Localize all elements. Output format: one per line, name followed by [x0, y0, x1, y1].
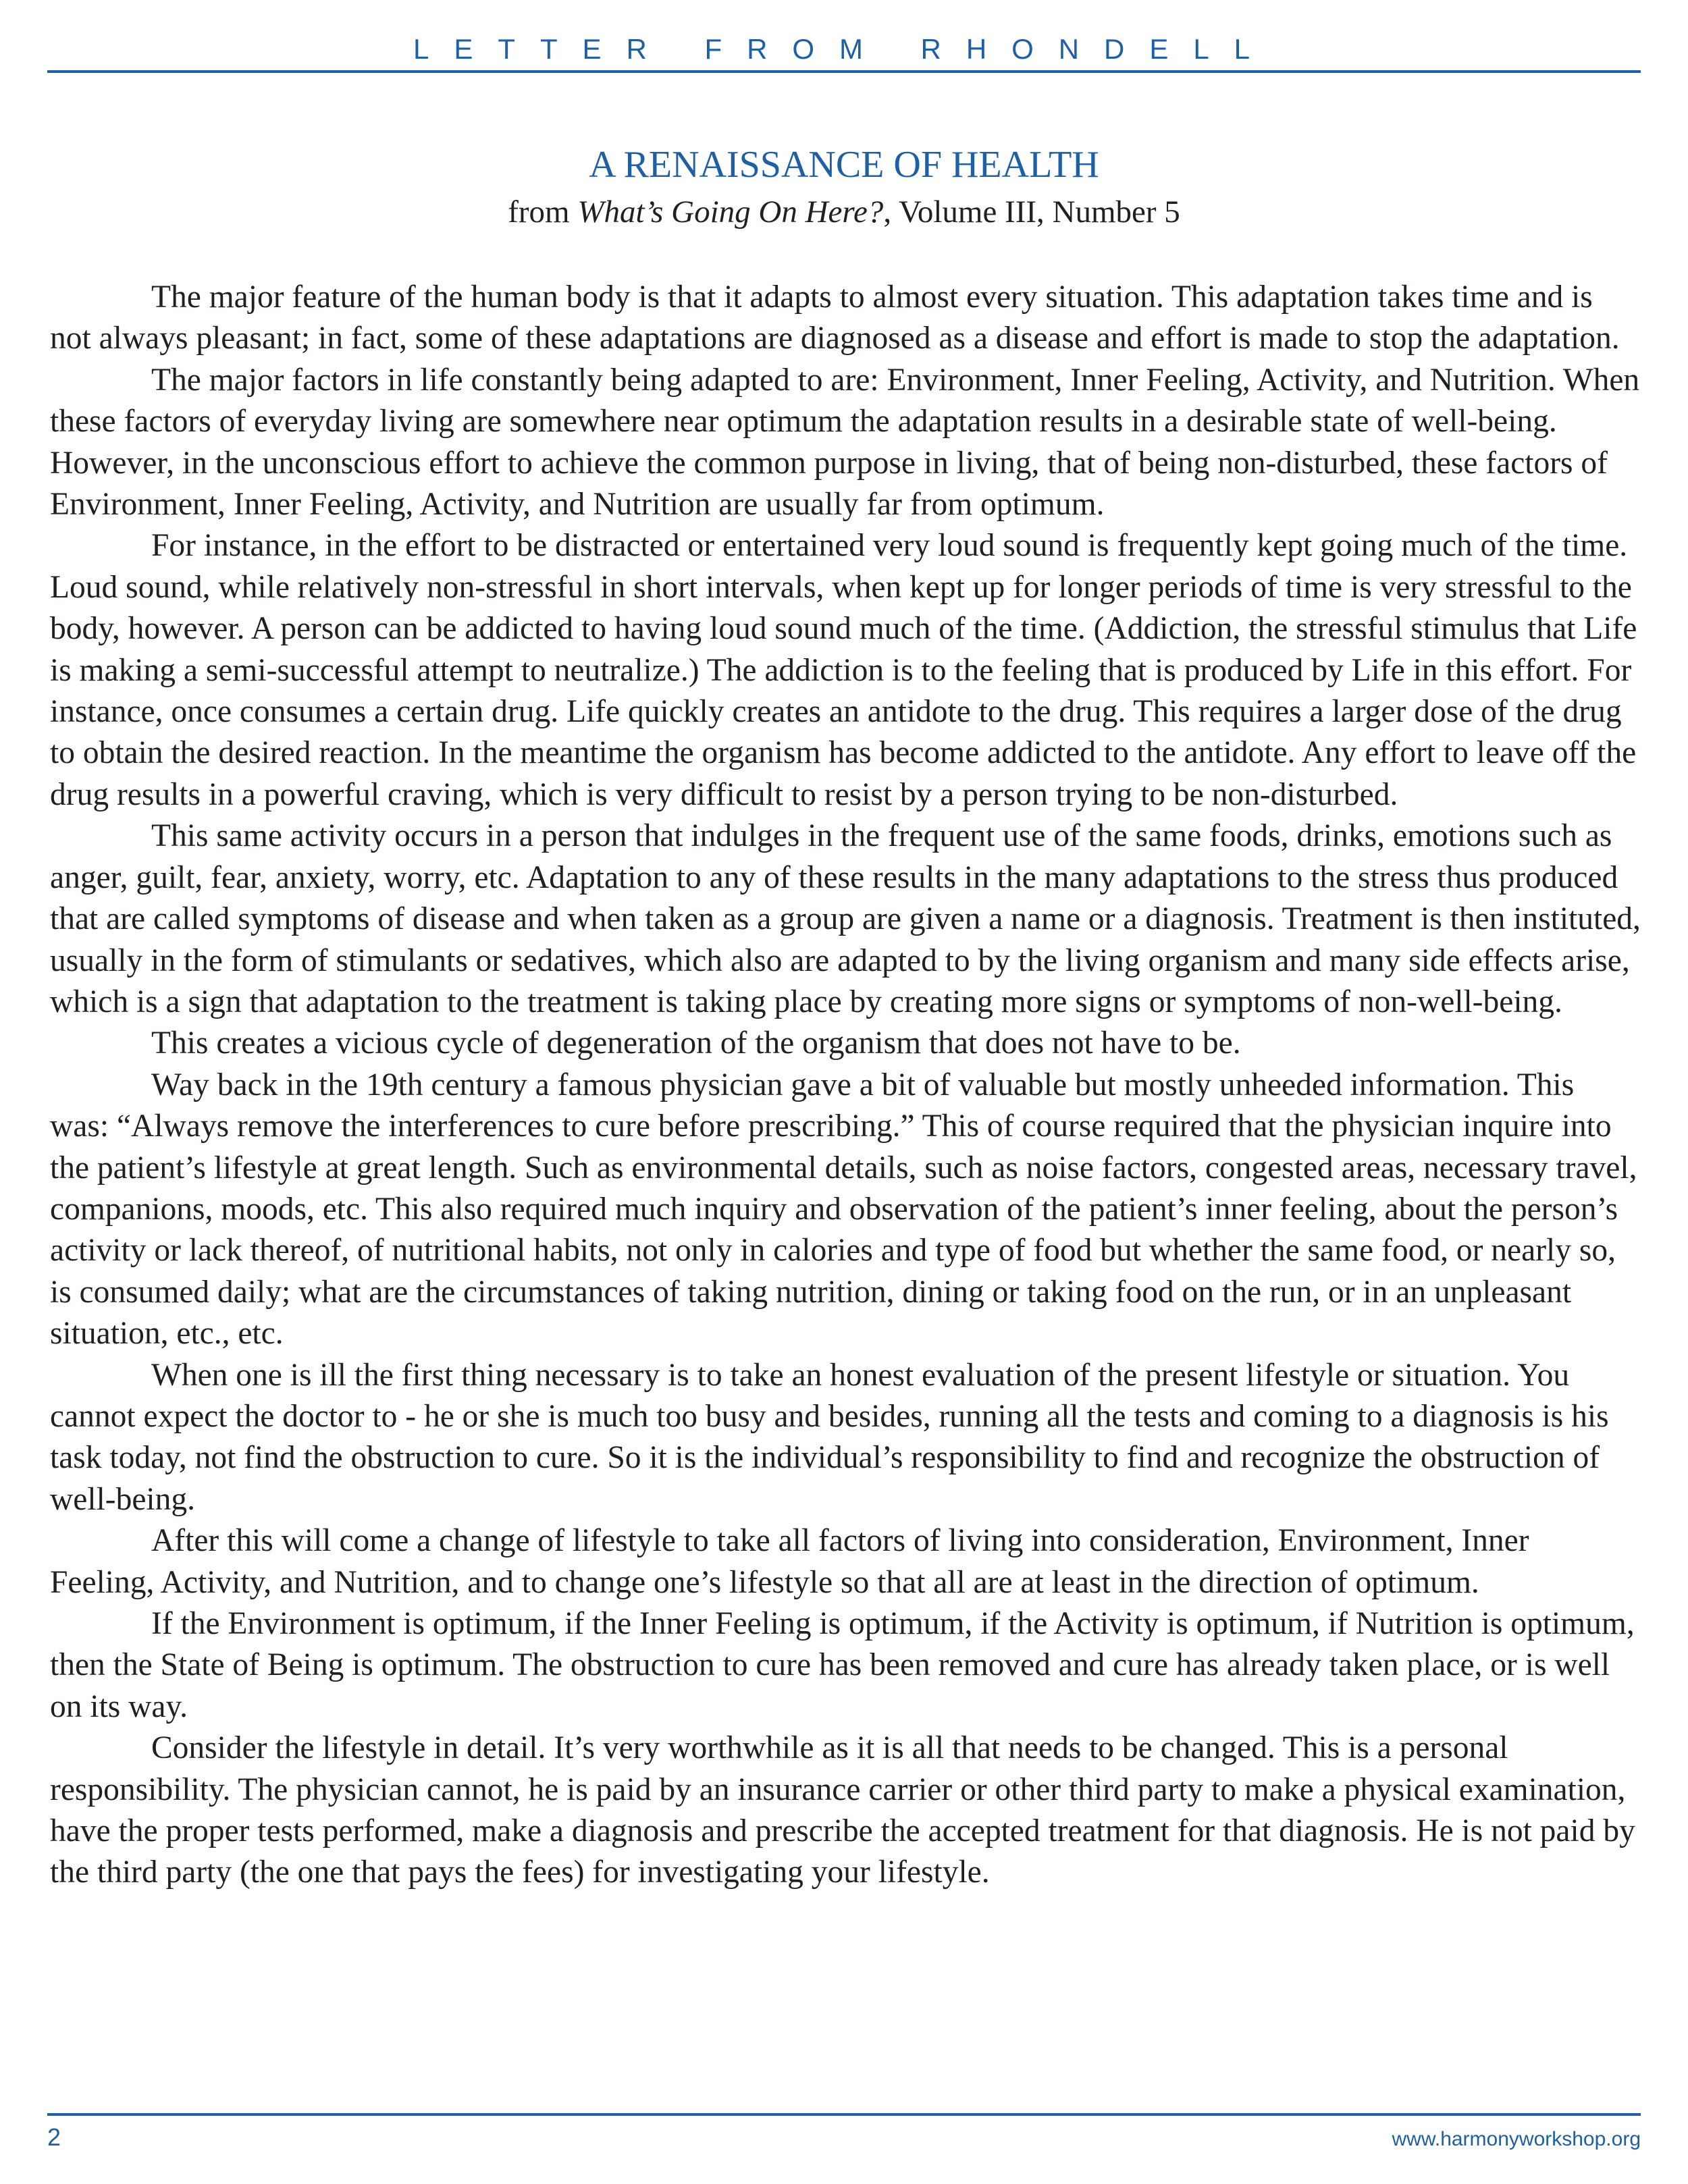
footer-rule [47, 2113, 1641, 2116]
website-url: www.harmonyworkshop.org [1392, 2128, 1641, 2150]
body-paragraph: The major factors in life constantly being adapted to are: Environment, Inner Feeling, Activity, and Nutrition. When these factors of everyday living are somewhere near optimum the adaptation results in a desirable state of well-being. However, in the unconscious effort to achieve the common purpose in living, that of being non-disturbed, these factors of Environment, Inner Feeling, Activity, and Nutrition are usually far from optimum. [50, 362, 1640, 523]
page-number: 2 [47, 2123, 61, 2151]
body-paragraph: Consider the lifestyle in detail. It’s very worthwhile as it is all that needs to be changed. This is a personal responsibility. The physician cannot, he is paid by an insurance carrier or other third party to make a physical examination, have the proper tests performed, make a diagnosis and prescribe the accepted treatment for that diagnosis. He is not paid by the third party (the one that pays the fees) for investigating your lifestyle. [50, 1730, 1635, 1890]
article-body [50, 277, 1641, 1894]
article-source [47, 193, 1641, 231]
body-paragraph: If the Environment is optimum, if the Inner Feeling is optimum, if the Activity is optimum, if Nutrition is optimum, then the State of Being is optimum. The obstruction to cure has been removed and cure has already taken place, or is well on its way. [50, 1606, 1635, 1724]
article-title-block [47, 144, 1641, 231]
body-paragraph: After this will come a change of lifestyle to take all factors of living into consideration, Environment, Inner Feeling, Activity, and Nutrition, and to change one’s lifestyle so that all are at least in the direction of optimum. [50, 1523, 1529, 1600]
body-paragraph: This same activity occurs in a person that indulges in the frequent use of the same foods, drinks, emotions such as anger, guilt, fear, anxiety, worry, etc. Adaptation to any of these results in the many adaptations to the stress thus produced that are called symptoms of disease and when taken as a group are given a name or a diagnosis. Treatment is then instituted, usually in the form of stimulants or sedatives, which also are adapted to by the living organism and many side effects arise, which is a sign that adaptation to the treatment is taking place by creating more signs or symptoms of non-well-being. [50, 818, 1641, 1019]
source-volume: , Volume III, Number 5 [883, 194, 1180, 230]
body-paragraph: This creates a vicious cycle of degeneration of the organism that does not have to be. [151, 1026, 1241, 1061]
source-prefix: from [508, 194, 578, 230]
body-paragraph: When one is ill the first thing necessary is to take an honest evaluation of the present lifestyle or situation. You cannot expect the doctor to - he or she is much too busy and besides, running all the tests and coming to a diagnosis is his task today, not find the obstruction to cure. So it is the individual’s responsibility to find and recognize the obstruction of well-being. [50, 1357, 1609, 1517]
header-rule [47, 70, 1641, 73]
source-publication-title: What’s Going On Here? [577, 194, 884, 230]
body-paragraph: The major feature of the human body is that it adapts to almost every situation. This adaptation takes time and is not always pleasant; in fact, some of these adaptations are diagnosed as a disease and effort is made to stop the adaptation. [50, 279, 1620, 356]
article-title: A RENAISSANCE OF HEALTH [589, 144, 1099, 186]
running-header-title: LETTER FROM RHONDELL [413, 33, 1275, 65]
body-paragraph: For instance, in the effort to be distracted or entertained very loud sound is frequently kept going much of the time. Loud sound, while relatively non-stressful in short intervals, when kept up for longer periods of time is very stressful to the body, however. A person can be addicted to having loud sound much of the time. (Addiction, the stressful stimulus that Life is making a semi-successful attempt to neutralize.) The addiction is to the feeling that is produced by Life in this effort. For instance, once consumes a certain drug. Life quickly creates an antidote to the drug. This requires a larger dose of the drug to obtain the desired reaction. In the meantime the organism has become addicted to the antidote. Any effort to leave off the drug results in a powerful craving, which is very difficult to resist by a person trying to be non-disturbed. [50, 528, 1637, 812]
body-paragraph: Way back in the 19th century a famous physician gave a bit of valuable but mostly unheeded information. This was: “Always remove the interferences to cure before prescribing.” This of course required that the physician inquire into the patient’s lifestyle at great length. Such as environmental details, such as noise factors, congested areas, necessary travel, companions, moods, etc. This also required much inquiry and observation of the patient’s inner feeling, about the person’s activity or lack thereof, of nutritional habits, not only in calories and type of food but whether the same food, or nearly so, is consumed daily; what are the circumstances of taking nutrition, dining or taking food on the run, or in an unpleasant situation, etc., etc. [50, 1067, 1637, 1352]
